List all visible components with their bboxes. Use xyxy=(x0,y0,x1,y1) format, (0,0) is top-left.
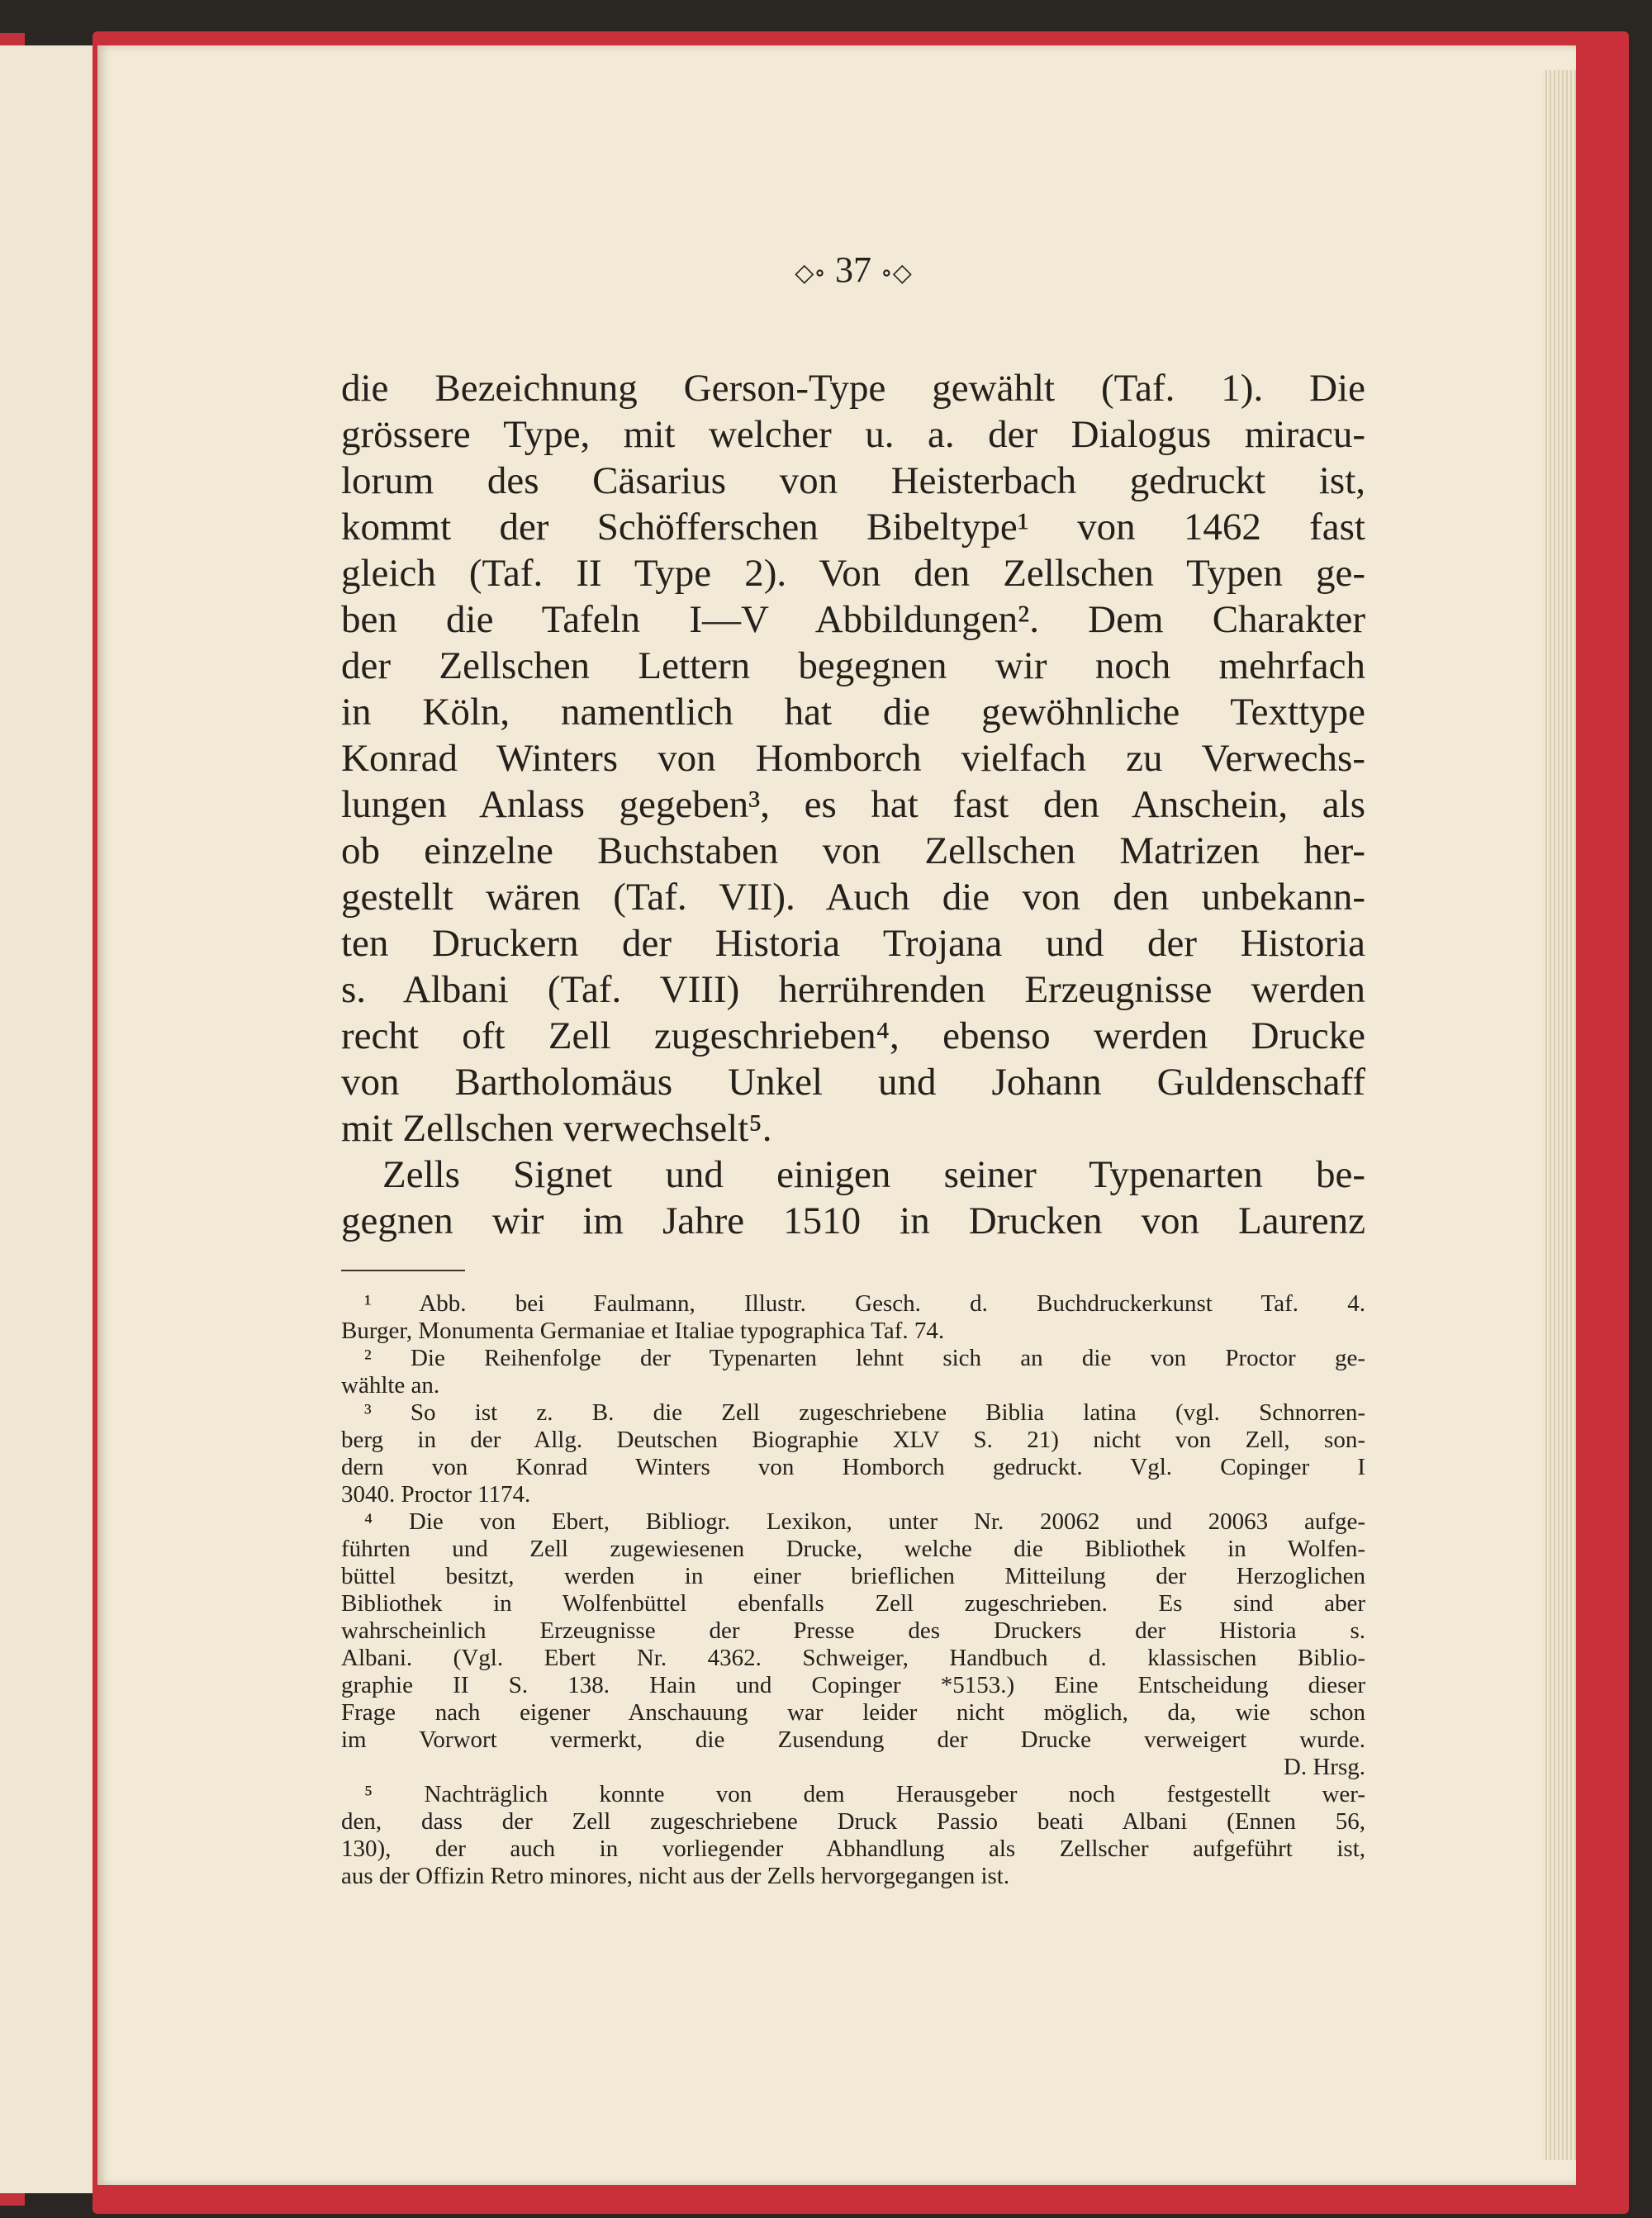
footnote-line: im Vorwort vermerkt, die Zusendung der Drucke verweigert wurde. xyxy=(341,1726,1365,1753)
footnote-line: ² Die Reihenfolge der Typenarten lehnt sich an die von Proctor ge- xyxy=(364,1345,1365,1371)
ornament-right-icon: ∘◇ xyxy=(881,259,912,287)
footnote-line: berg in der Allg. Deutschen Biographie XLV S. 21) nicht von Zell, son- xyxy=(341,1427,1365,1453)
body-line: kommt der Schöfferschen Bibeltype¹ von 1462 fast xyxy=(341,506,1365,549)
body-line: die Bezeichnung Gerson-Type gewählt (Taf. 1). Die xyxy=(341,367,1365,410)
footnote-signature: D. Hrsg. xyxy=(1283,1754,1365,1780)
body-line: grössere Type, mit welcher u. a. der Dialogus miracu- xyxy=(341,413,1365,456)
footnote-rule xyxy=(341,1270,465,1271)
footnote-line: Bibliothek in Wolfenbüttel ebenfalls Zell zugeschrieben. Es sind aber xyxy=(341,1590,1365,1617)
footnote-line: ⁵ Nachträglich konnte von dem Herausgeber noch festgestellt wer- xyxy=(364,1781,1365,1807)
body-line: gleich (Taf. II Type 2). Von den Zellschen Typen ge- xyxy=(341,552,1365,595)
body-line: mit Zellschen verwechselt⁵. xyxy=(341,1107,772,1150)
ornament-left-icon: ◇∘ xyxy=(795,259,826,287)
footnote-line: führten und Zell zugewiesenen Drucke, welche die Bibliothek in Wolfen- xyxy=(341,1536,1365,1562)
footnote-line: den, dass der Zell zugeschriebene Druck Passio beati Albani (Ennen 56, xyxy=(341,1808,1365,1835)
footnote-line: büttel besitzt, werden in einer brieflichen Mitteilung der Herzoglichen xyxy=(341,1563,1365,1589)
page-edge-stack xyxy=(1543,70,1576,2160)
footnote-line: ³ So ist z. B. die Zell zugeschriebene Biblia latina (vgl. Schnorren- xyxy=(364,1399,1365,1426)
body-line: recht oft Zell zugeschrieben⁴, ebenso werden Drucke xyxy=(341,1014,1365,1057)
body-line: lorum des Cäsarius von Heisterbach gedruckt ist, xyxy=(341,459,1365,502)
body-line: ob einzelne Buchstaben von Zellschen Matrizen her- xyxy=(341,829,1365,872)
left-page-edge xyxy=(0,45,101,2193)
body-line: in Köln, namentlich hat die gewöhnliche Texttype xyxy=(341,691,1365,734)
footnote-line: ⁴ Die von Ebert, Bibliogr. Lexikon, unter Nr. 20062 und 20063 aufge- xyxy=(364,1508,1365,1535)
page-number-header xyxy=(341,245,1365,295)
body-line: gegnen wir im Jahre 1510 in Drucken von Laurenz xyxy=(341,1199,1365,1242)
footnote-line: Burger, Monumenta Germaniae et Italiae typographica Taf. 74. xyxy=(341,1318,945,1344)
body-line: Zells Signet und einigen seiner Typenarten be- xyxy=(382,1153,1365,1196)
footnote-line: graphie II S. 138. Hain und Copinger *5153.) Eine Entscheidung dieser xyxy=(341,1672,1365,1698)
body-line: ben die Tafeln I—V Abbildungen². Dem Charakter xyxy=(341,598,1365,641)
book-page xyxy=(97,45,1576,2185)
footnote-line: dern von Konrad Winters von Homborch gedruckt. Vgl. Copinger I xyxy=(341,1454,1365,1480)
footnote-line: wählte an. xyxy=(341,1372,440,1399)
footnote-line: 130), der auch in vorliegender Abhandlung als Zellscher aufgeführt ist, xyxy=(341,1836,1365,1862)
footnote-line: Frage nach eigener Anschauung war leider nicht möglich, da, wie schon xyxy=(341,1699,1365,1726)
page-number: 37 xyxy=(835,249,871,290)
body-line: gestellt wären (Taf. VII). Auch die von den unbekann- xyxy=(341,876,1365,919)
footnote-line: ¹ Abb. bei Faulmann, Illustr. Gesch. d. Buchdruckerkunst Taf. 4. xyxy=(364,1290,1365,1317)
footnote-line: 3040. Proctor 1174. xyxy=(341,1481,531,1508)
body-line: der Zellschen Lettern begegnen wir noch mehrfach xyxy=(341,644,1365,687)
footnote-line: aus der Offizin Retro minores, nicht aus der Zells hervorgegangen ist. xyxy=(341,1863,1010,1889)
footnote-line: Albani. (Vgl. Ebert Nr. 4362. Schweiger, Handbuch d. klassischen Biblio- xyxy=(341,1645,1365,1671)
body-line: lungen Anlass gegeben³, es hat fast den Anschein, als xyxy=(341,783,1365,826)
footnote-line: wahrscheinlich Erzeugnisse der Presse des Druckers der Historia s. xyxy=(341,1617,1365,1644)
body-line: Konrad Winters von Homborch vielfach zu Verwechs- xyxy=(341,737,1365,780)
body-line: ten Druckern der Historia Trojana und der Historia xyxy=(341,922,1365,965)
body-line: von Bartholomäus Unkel und Johann Guldenschaff xyxy=(341,1061,1365,1104)
body-line: s. Albani (Taf. VIII) herrührenden Erzeugnisse werden xyxy=(341,968,1365,1011)
